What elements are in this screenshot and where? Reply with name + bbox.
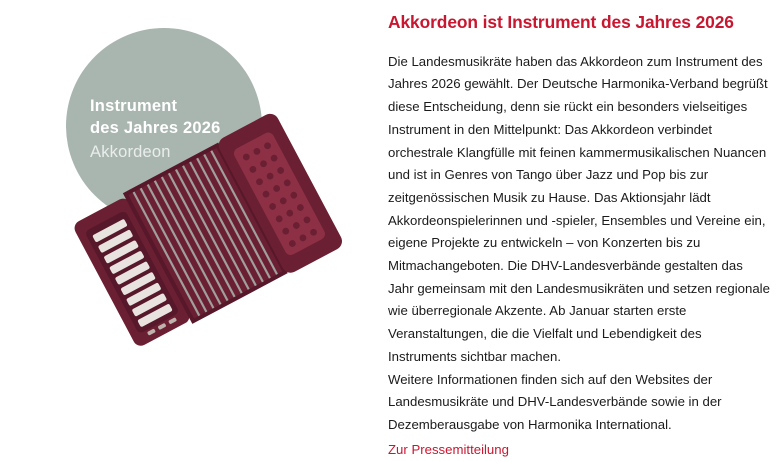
badge-line-2: des Jahres 2026 <box>90 118 221 137</box>
page-title: Akkordeon ist Instrument des Jahres 2026 <box>388 12 734 32</box>
article-paragraph-1: Die Landesmusikräte haben das Akkordeon zum Instrument des Jahres 2026 gewählt. Der Deutsche Harmonika-Verband begrüßt diese Entscheidung, denn sie rückt ein besonders vielseitiges Instrument in den Mittelpunkt: Das Akkordeon verbindet orchestrale Klangfülle mit feinen kammermusikalischen Nuancen und ist in Genres von Tango über Jazz und Pop bis zur zeitgenössischen Musik zu Hause. Das Aktionsjahr lädt Akkordeonspielerinnen und -spieler, Ensembles und Vereine ein, eigene Projekte zu entwickeln – von Konzerten bis zu Mitmachangeboten. Die DHV-Landesverbände gestalten das Jahr gemeinsam mit den Landesmusikräten und setzen regionale wie überregionale Akzente. Ab Januar starten erste Veranstaltungen, die die Vielfalt und Lebendigkeit des Instruments sichtbar machen. <box>388 53 770 364</box>
accordion-illustration-icon <box>0 0 380 444</box>
article-paragraph-2: Weitere Informationen finden sich auf den Websites der Landesmusikräte und DHV-Landesverbände sowie in der Dezemberausgabe von Harmonika International. <box>388 371 722 432</box>
press-release-link[interactable]: Zur Pressemitteilung <box>388 441 509 457</box>
article-column <box>388 0 772 457</box>
badge-line-3: Akkordeon <box>90 142 171 161</box>
illustration-column <box>0 0 380 444</box>
article-body <box>388 34 772 461</box>
badge-line-1: Instrument <box>90 97 178 115</box>
